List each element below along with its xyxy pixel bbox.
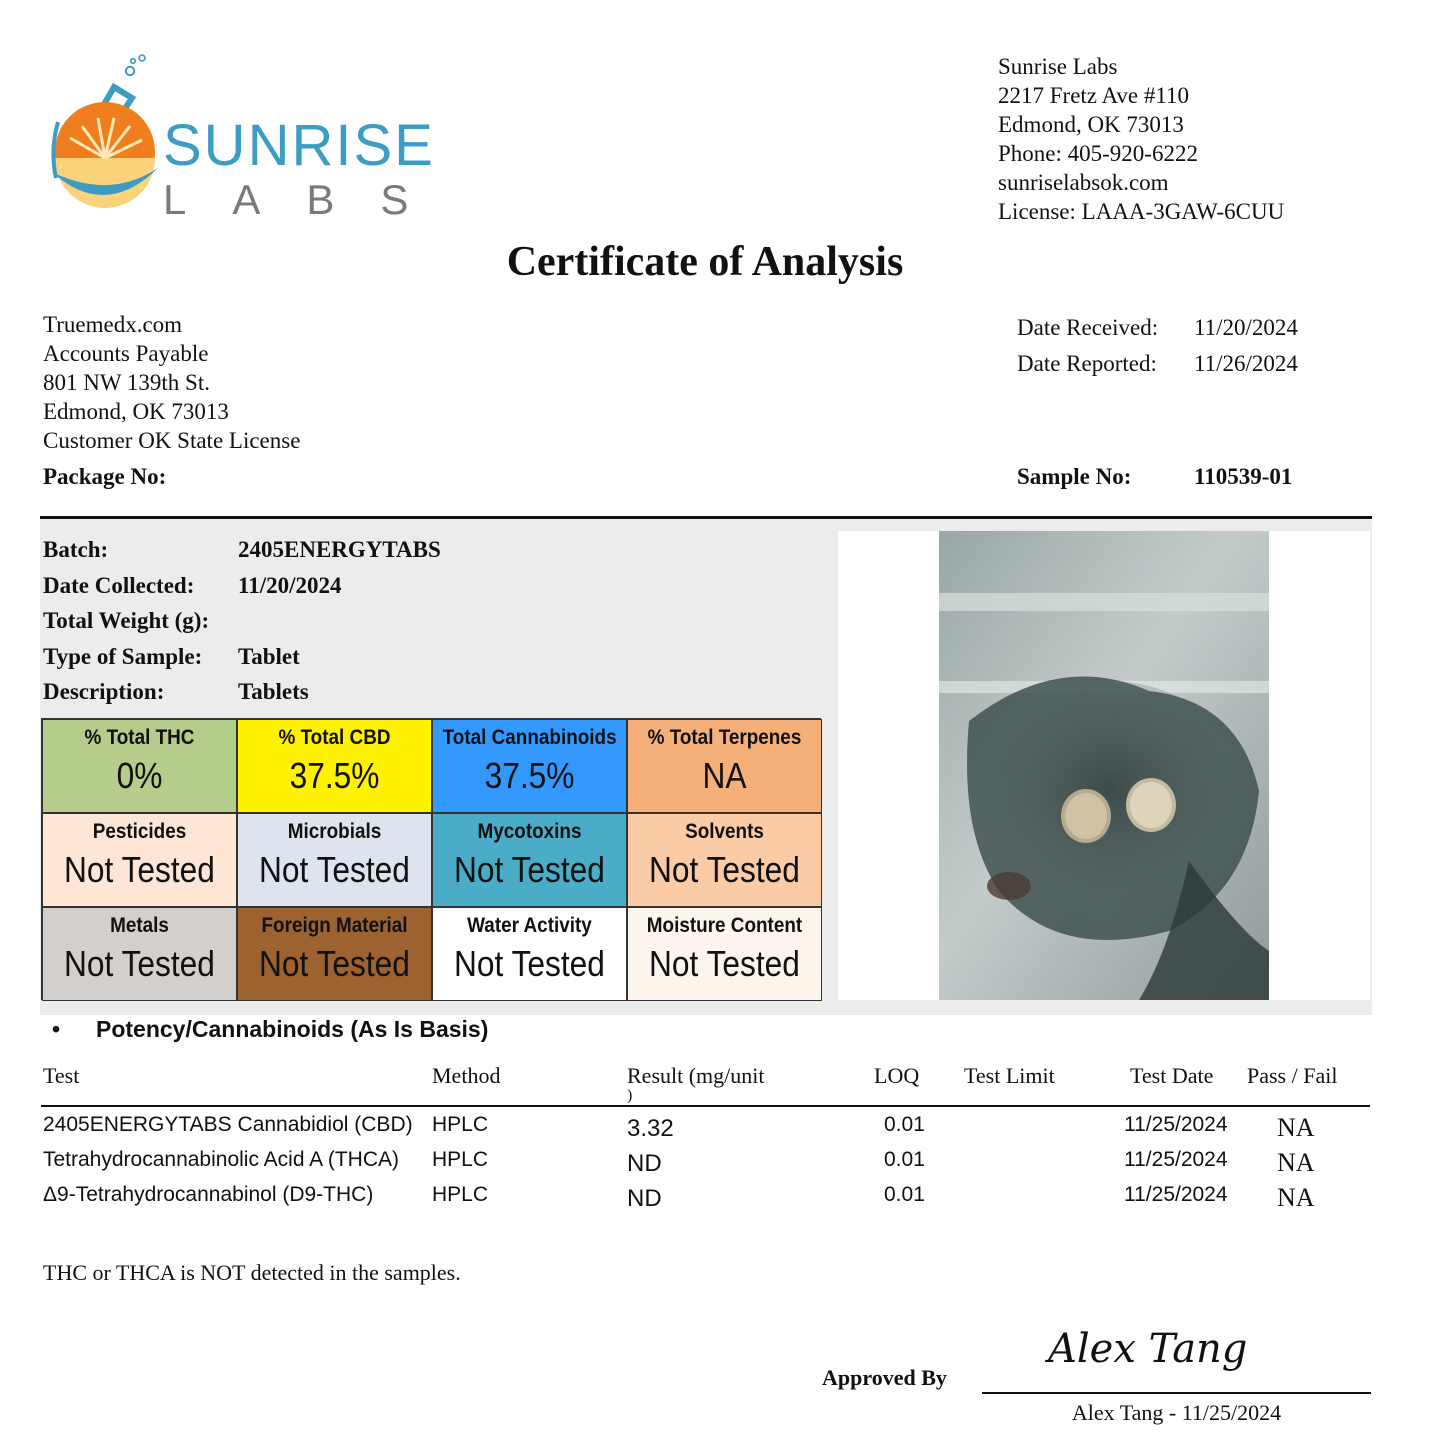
lab-license: License: LAAA-3GAW-6CUU: [998, 199, 1285, 224]
summary-value: Not Tested: [64, 943, 215, 984]
sample-number-value: 110539-01: [1194, 464, 1293, 489]
summary-cell-pesticides: [42, 813, 237, 907]
summary-cell-mycotoxins: [432, 813, 627, 907]
total-weight-label: Total Weight (g):: [43, 608, 210, 633]
batch-label: Batch:: [43, 537, 109, 562]
package-number-label: Package No:: [43, 464, 167, 489]
lab-name: Sunrise Labs: [998, 54, 1118, 79]
table-row-3-result: ND: [627, 1185, 662, 1212]
date-received-value: 11/20/2024: [1194, 315, 1298, 340]
table-row-1-method: HPLC: [432, 1113, 489, 1136]
table-row-1-date: 11/25/2024: [1124, 1113, 1228, 1136]
table-row-3-date: 11/25/2024: [1124, 1183, 1228, 1206]
summary-cell-water-activity: [432, 907, 627, 1001]
table-row-1-result: 3.32: [627, 1115, 674, 1142]
summary-cell-total-cbd: [237, 719, 432, 813]
table-row-1-loq: 0.01: [884, 1113, 925, 1136]
summary-label: Metals: [110, 914, 169, 937]
col-header-test-date: Test Date: [1130, 1063, 1214, 1088]
summary-cell-moisture-content: [627, 907, 822, 1001]
summary-label: Solvents: [685, 820, 764, 843]
date-reported-label: Date Reported:: [1017, 351, 1157, 376]
summary-cell-total-terpenes: [627, 719, 822, 813]
results-summary-grid: [41, 718, 821, 1000]
col-header-method: Method: [432, 1063, 501, 1088]
date-collected-value: 11/20/2024: [238, 572, 342, 598]
summary-label: Mycotoxins: [477, 820, 582, 843]
table-row-1-test: 2405ENERGYTABS Cannabidiol (CBD): [43, 1113, 413, 1136]
summary-label: Microbials: [287, 820, 382, 843]
summary-label: % Total Terpenes: [647, 726, 802, 749]
lab-phone: Phone: 405-920-6222: [998, 141, 1198, 166]
summary-value: Not Tested: [649, 849, 800, 890]
date-reported-value: 11/26/2024: [1194, 351, 1298, 376]
summary-value: Not Tested: [259, 943, 410, 984]
signature-text: Alex Tang: [1048, 1326, 1248, 1372]
bullet-icon: •: [52, 1016, 61, 1042]
customer-address-block: [43, 310, 300, 455]
table-row-2-result: ND: [627, 1150, 662, 1177]
summary-value: Not Tested: [454, 943, 605, 984]
table-row-2-pass: NA: [1277, 1148, 1315, 1177]
description-value: Tablets: [238, 679, 309, 704]
customer-department: Accounts Payable: [43, 341, 209, 366]
sample-type-value: Tablet: [238, 643, 300, 669]
summary-value: 37.5%: [484, 755, 575, 796]
summary-cell-microbials: [237, 813, 432, 907]
lab-address-block: [998, 52, 1284, 226]
result-note: THC or THCA is NOT detected in the samples.: [43, 1260, 461, 1285]
col-header-test: Test: [43, 1063, 80, 1088]
sample-number-label: Sample No:: [1017, 464, 1132, 489]
potency-section-title: [52, 1016, 488, 1043]
summary-label: % Total CBD: [278, 726, 391, 749]
description-row: [43, 674, 441, 710]
date-collected-label: Date Collected:: [43, 572, 195, 598]
table-row-3-method: HPLC: [432, 1183, 489, 1206]
description-label: Description:: [43, 679, 165, 704]
date-received-label: Date Received:: [1017, 315, 1159, 340]
sample-info-list: [43, 532, 441, 710]
summary-value: 0%: [116, 755, 163, 796]
document-title: Certificate of Analysis: [506, 239, 904, 285]
date-received-row: [1017, 310, 1298, 346]
summary-value: 37.5%: [289, 755, 380, 796]
summary-cell-solvents: [627, 813, 822, 907]
signature-line: [982, 1392, 1371, 1394]
dates-block: [1017, 310, 1298, 382]
table-row-3-loq: 0.01: [884, 1183, 925, 1206]
customer-address-line-1: 801 NW 139th St.: [43, 370, 210, 395]
summary-label: Water Activity: [467, 914, 592, 937]
summary-value: Not Tested: [454, 849, 605, 890]
table-row-3-pass: NA: [1277, 1183, 1315, 1212]
col-header-result: Result (mg/unit: [627, 1063, 765, 1088]
date-collected-row: [43, 568, 441, 604]
customer-license-label: Customer OK State License: [43, 428, 301, 453]
logo-sunrise-text: SUNRISE: [163, 113, 435, 178]
summary-label: % Total THC: [84, 726, 195, 749]
lab-address-line-2: Edmond, OK 73013: [998, 112, 1184, 137]
sample-photo: [939, 531, 1269, 1000]
total-weight-row: [43, 603, 441, 639]
col-header-result-wrap: ): [627, 1088, 633, 1104]
approved-by-label: Approved By: [822, 1365, 947, 1390]
lab-address-line-1: 2217 Fretz Ave #110: [998, 83, 1189, 108]
sample-number-row: [1017, 464, 1292, 490]
col-header-test-limit: Test Limit: [964, 1063, 1055, 1088]
table-row-1-pass: NA: [1277, 1113, 1315, 1142]
summary-cell-metals: [42, 907, 237, 1001]
handwritten-signature: [1040, 1318, 1280, 1378]
table-row-2-date: 11/25/2024: [1124, 1148, 1228, 1171]
customer-address-line-2: Edmond, OK 73013: [43, 399, 229, 424]
summary-label: Pesticides: [92, 820, 187, 843]
sample-type-row: [43, 639, 441, 675]
lab-website: sunriselabsok.com: [998, 170, 1169, 195]
summary-label: Foreign Material: [261, 914, 408, 937]
col-header-loq: LOQ: [874, 1063, 920, 1088]
signer-name-date: Alex Tang - 11/25/2024: [1071, 1400, 1282, 1425]
table-header-divider: [41, 1105, 1370, 1107]
sample-type-label: Type of Sample:: [43, 643, 203, 669]
customer-name: Truemedx.com: [43, 312, 183, 337]
summary-value: Not Tested: [259, 849, 410, 890]
summary-cell-total-cannabinoids: [432, 719, 627, 813]
table-row-3-test: Δ9-Tetrahydrocannabinol (D9-THC): [43, 1183, 374, 1206]
table-row-2-loq: 0.01: [884, 1148, 925, 1171]
potency-title-text: Potency/Cannabinoids (As Is Basis): [96, 1016, 489, 1042]
summary-value: Not Tested: [64, 849, 215, 890]
summary-cell-foreign-material: [237, 907, 432, 1001]
date-reported-row: [1017, 346, 1298, 382]
summary-label: Total Cannabinoids: [442, 726, 617, 749]
batch-value: 2405ENERGYTABS: [238, 537, 441, 562]
summary-value: NA: [702, 755, 747, 796]
col-header-pass-fail: Pass / Fail: [1247, 1063, 1338, 1088]
summary-label: Moisture Content: [646, 914, 803, 937]
summary-value: Not Tested: [649, 943, 800, 984]
table-row-2-test: Tetrahydrocannabinolic Acid A (THCA): [43, 1148, 400, 1171]
batch-row: [43, 532, 441, 568]
table-row-2-method: HPLC: [432, 1148, 489, 1171]
summary-cell-total-thc: [42, 719, 237, 813]
logo-labs-text: LABS: [163, 176, 455, 223]
